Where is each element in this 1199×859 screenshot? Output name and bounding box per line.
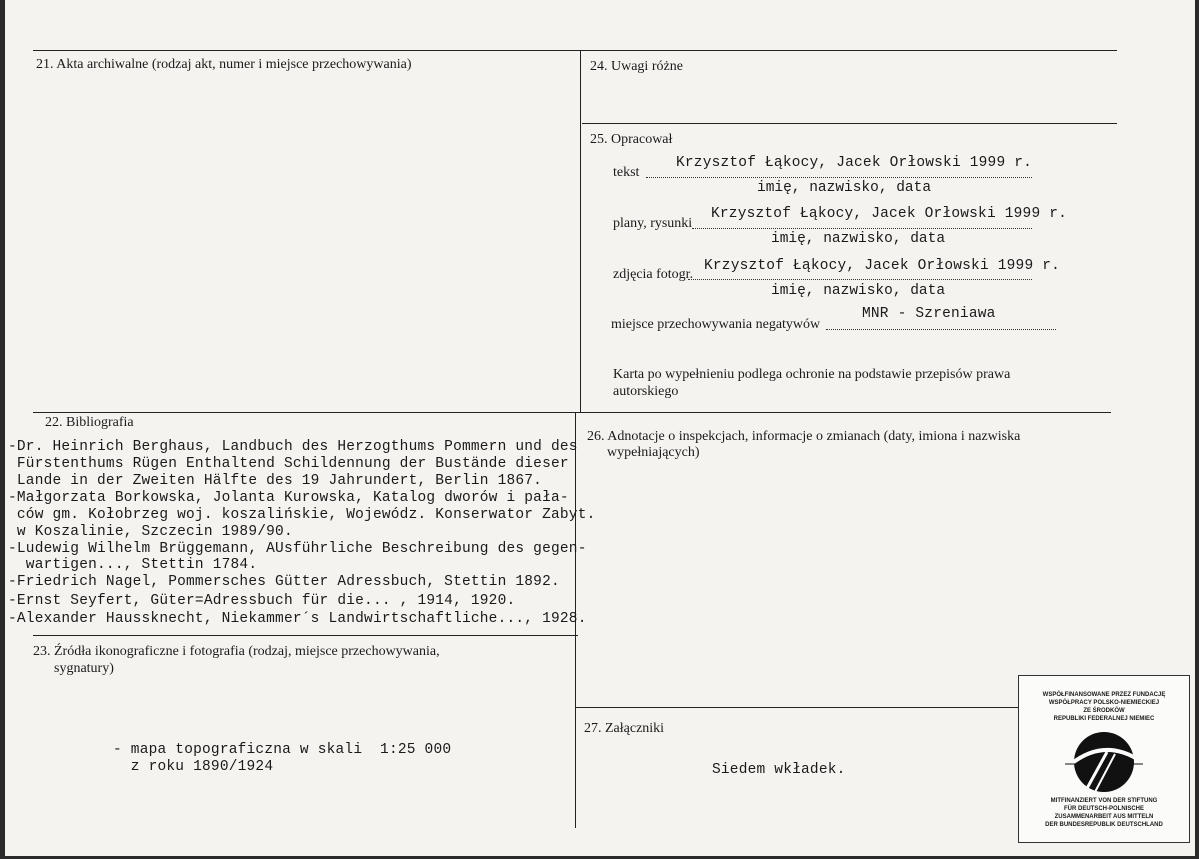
line-26-27 — [575, 707, 1018, 708]
bibliography-line: -Dr. Heinrich Berghaus, Landbuch des Herzogthums Pommern und des — [8, 439, 578, 455]
section-24-label: 24. Uwagi różne — [590, 59, 683, 74]
section-21-label: 21. Akta archiwalne (rodzaj akt, numer i miejsce przechowywania) — [36, 57, 412, 72]
plany-label: plany, rysunki — [613, 216, 693, 231]
stamp-text-line: WSPÓŁPRACY POLSKO-NIEMIECKIEJ — [1048, 700, 1160, 706]
tekst-caption: imię, nazwisko, data — [757, 180, 932, 196]
bibliography-line: wartigen..., Stettin 1784. — [8, 557, 258, 573]
plany-caption: imię, nazwisko, data — [771, 231, 946, 247]
section-23-entry-line2: z roku 1890/1924 — [113, 759, 274, 775]
tekst-dotted-line — [646, 177, 1032, 178]
section-25-label: 25. Opracował — [590, 132, 673, 147]
bibliography-line: w Koszalinie, Szczecin 1989/90. — [8, 524, 293, 540]
negatywy-value: MNR - Szreniawa — [862, 306, 996, 322]
line-24-25 — [582, 123, 1117, 124]
section-26-label-line1: 26. Adnotacje o inspekcjach, informacje o zmianach (daty, imiona i nazwiska — [587, 429, 1021, 444]
zdjecia-value: Krzysztof Łąkocy, Jacek Orłowski 1999 r. — [704, 258, 1061, 274]
tekst-value: Krzysztof Łąkocy, Jacek Orłowski 1999 r. — [676, 155, 1033, 171]
stamp-text-line: ZUSAMMENARBEIT AUS MITTELN — [1054, 814, 1154, 820]
bibliography-line: -Alexander Haussknecht, Niekammer´s Landwirtschaftliche..., 1928. — [8, 611, 587, 627]
bibliography-line: Fürstenthums Rügen Enthaltend Schildennung der Bustände dieser — [8, 456, 569, 472]
scan-edge-right — [1195, 0, 1199, 859]
zdjecia-dotted-line — [688, 279, 1032, 280]
bibliography-line: -Ernst Seyfert, Güter=Adressbuch für die... , 1914, 1920. — [8, 593, 516, 609]
bibliography-line: -Małgorzata Borkowska, Jolanta Kurowska, Katalog dworów i pała- — [8, 490, 569, 506]
stamp-text-line: WSPÓŁFINANSOWANE PRZEZ FUNDACJĘ — [1042, 692, 1166, 698]
section-27-label: 27. Załączniki — [584, 721, 665, 736]
zdjecia-label: zdjęcia fotogr. — [613, 267, 694, 282]
stamp-text-line: ZE ŚRODKÓW — [1083, 708, 1125, 714]
bibliography-line: -Ludewig Wilhelm Brüggemann, AUsführliche Beschreibung des gegen- — [8, 541, 587, 557]
stamp-text-line: REPUBLIKI FEDERALNEJ NIEMIEC — [1053, 716, 1155, 722]
stamp-text-line: MITFINANZIERT VON DER STIFTUNG — [1050, 798, 1158, 804]
zdjecia-caption: imię, nazwisko, data — [771, 283, 946, 299]
tekst-label: tekst — [613, 165, 640, 180]
section-26-label-line2: wypełniających) — [607, 445, 700, 460]
line-21-22 — [33, 412, 1111, 413]
section-23-label-line1: 23. Źródła ikonograficzne i fotografia (rodzaj, miejsce przechowywania, — [33, 644, 440, 659]
section-22-label: 22. Bibliografia — [45, 415, 134, 430]
plany-value: Krzysztof Łąkocy, Jacek Orłowski 1999 r. — [711, 206, 1068, 222]
bibliography-line: Lande in der Zweiten Hälfte des 19 Jahrundert, Berlin 1867. — [8, 473, 543, 489]
bibliography-line: ców gm. Kołobrzeg woj. koszalińskie, Wojewódz. Konserwator Zabyt. — [8, 507, 596, 523]
stamp-text-line: DER BUNDESREPUBLIK DEUTSCHLAND — [1045, 822, 1163, 828]
copyright-note-line2: autorskiego — [613, 384, 679, 399]
negatywy-dotted-line — [826, 329, 1056, 330]
foundation-stamp — [1018, 675, 1190, 843]
section-27-value: Siedem wkładek. — [712, 762, 846, 778]
stamp-text-line: FÜR DEUTSCH-POLNISCHE — [1063, 806, 1144, 812]
scan-edge-left — [0, 0, 5, 859]
line-22-23 — [33, 635, 578, 636]
section-23-entry-line1: - mapa topograficzna w skali 1:25 000 — [113, 742, 452, 758]
negatywy-label: miejsce przechowywania negatywów — [611, 317, 821, 332]
top-border-line — [33, 50, 1117, 51]
plany-dotted-line — [692, 228, 1032, 229]
copyright-note-line1: Karta po wypełnieniu podlega ochronie na podstawie przepisów prawa — [613, 367, 1011, 382]
bibliography-line: -Friedrich Nagel, Pommersches Gütter Adressbuch, Stettin 1892. — [8, 574, 560, 590]
divider-upper — [580, 50, 581, 412]
foundation-logo-icon — [1065, 730, 1143, 794]
section-23-label-line2: sygnatury) — [54, 661, 114, 676]
